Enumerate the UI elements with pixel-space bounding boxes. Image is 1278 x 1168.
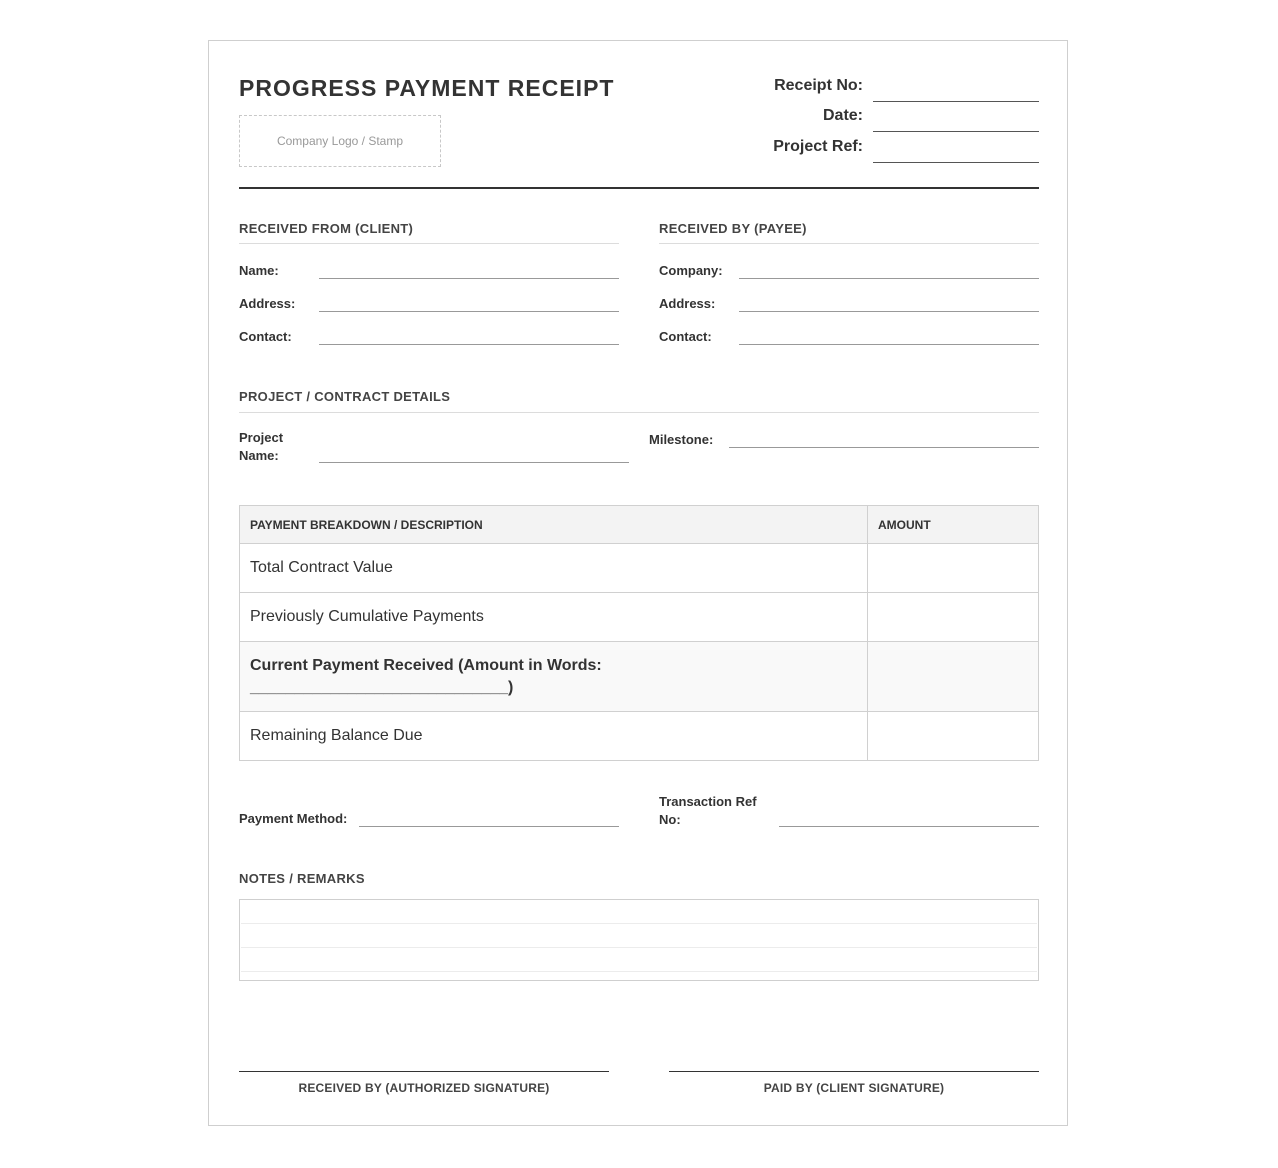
- row-amount-cell[interactable]: [868, 712, 1039, 761]
- row-amount-cell[interactable]: [868, 544, 1039, 593]
- paid-by-signature-label: PAID BY (CLIENT SIGNATURE): [763, 1081, 945, 1095]
- payee-company-field[interactable]: [739, 278, 1039, 279]
- client-section-heading: RECEIVED FROM (CLIENT): [239, 221, 414, 236]
- payee-contact-label: Contact:: [659, 329, 712, 344]
- payment-method-field[interactable]: [359, 826, 619, 827]
- payee-address-label: Address:: [659, 296, 716, 311]
- client-name-label: Name:: [239, 263, 279, 278]
- client-contact-field[interactable]: [319, 344, 619, 345]
- notes-line: [241, 923, 1037, 924]
- transaction-ref-field[interactable]: [779, 826, 1039, 827]
- client-section-rule: [239, 243, 619, 244]
- received-by-signature-line[interactable]: [239, 1071, 609, 1072]
- amount-column-header: AMOUNT: [868, 506, 1039, 544]
- header-divider: [239, 187, 1039, 189]
- table-header-row: [240, 506, 1039, 544]
- project-ref-field[interactable]: [873, 162, 1039, 163]
- project-section-rule: [239, 412, 1039, 413]
- row-amount-cell[interactable]: [868, 593, 1039, 642]
- notes-section-heading: NOTES / REMARKS: [239, 871, 365, 886]
- notes-line: [241, 947, 1037, 948]
- client-name-field[interactable]: [319, 278, 619, 279]
- page-title: PROGRESS PAYMENT RECEIPT: [239, 75, 615, 101]
- paid-by-signature-line[interactable]: [669, 1071, 1039, 1072]
- row-amount-cell[interactable]: [868, 642, 1039, 712]
- table-row-current-payment: [240, 642, 1039, 712]
- receipt-no-label: Receipt No:: [774, 77, 863, 94]
- notes-textarea[interactable]: [239, 899, 1039, 981]
- payee-address-field[interactable]: [739, 311, 1039, 312]
- milestone-field[interactable]: [729, 447, 1039, 448]
- date-label: Date:: [822, 107, 863, 124]
- row-description: Current Payment Received (Amount in Words: _____________________________): [240, 642, 868, 712]
- payment-method-label: Payment Method:: [239, 811, 348, 826]
- table-row: [240, 544, 1039, 593]
- description-column-header: PAYMENT BREAKDOWN / DESCRIPTION: [240, 506, 868, 544]
- receipt-no-field[interactable]: [873, 101, 1039, 102]
- payee-section-rule: [659, 243, 1039, 244]
- payment-breakdown-table: [239, 505, 1039, 761]
- milestone-label: Milestone:: [649, 432, 714, 447]
- payee-section-heading: RECEIVED BY (PAYEE): [659, 221, 807, 236]
- receipt-page: [208, 40, 1068, 1126]
- company-logo-placeholder: Company Logo / Stamp: [239, 115, 441, 167]
- notes-line: [241, 971, 1037, 972]
- table-row: [240, 712, 1039, 761]
- received-by-signature-label: RECEIVED BY (AUTHORIZED SIGNATURE): [298, 1081, 550, 1095]
- project-name-field[interactable]: [319, 462, 629, 463]
- row-description: Total Contract Value: [240, 544, 868, 593]
- client-address-field[interactable]: [319, 311, 619, 312]
- client-address-label: Address:: [239, 296, 296, 311]
- date-field[interactable]: [873, 131, 1039, 132]
- client-contact-label: Contact:: [239, 329, 292, 344]
- project-ref-label: Project Ref:: [773, 138, 863, 155]
- project-name-label: Project Name:: [239, 430, 284, 463]
- project-section-heading: PROJECT / CONTRACT DETAILS: [239, 389, 451, 404]
- transaction-ref-label: Transaction Ref No:: [659, 794, 757, 827]
- row-description: Remaining Balance Due: [240, 712, 868, 761]
- payee-contact-field[interactable]: [739, 344, 1039, 345]
- row-description: Previously Cumulative Payments: [240, 593, 868, 642]
- table-row: [240, 593, 1039, 642]
- payee-company-label: Company:: [659, 263, 723, 278]
